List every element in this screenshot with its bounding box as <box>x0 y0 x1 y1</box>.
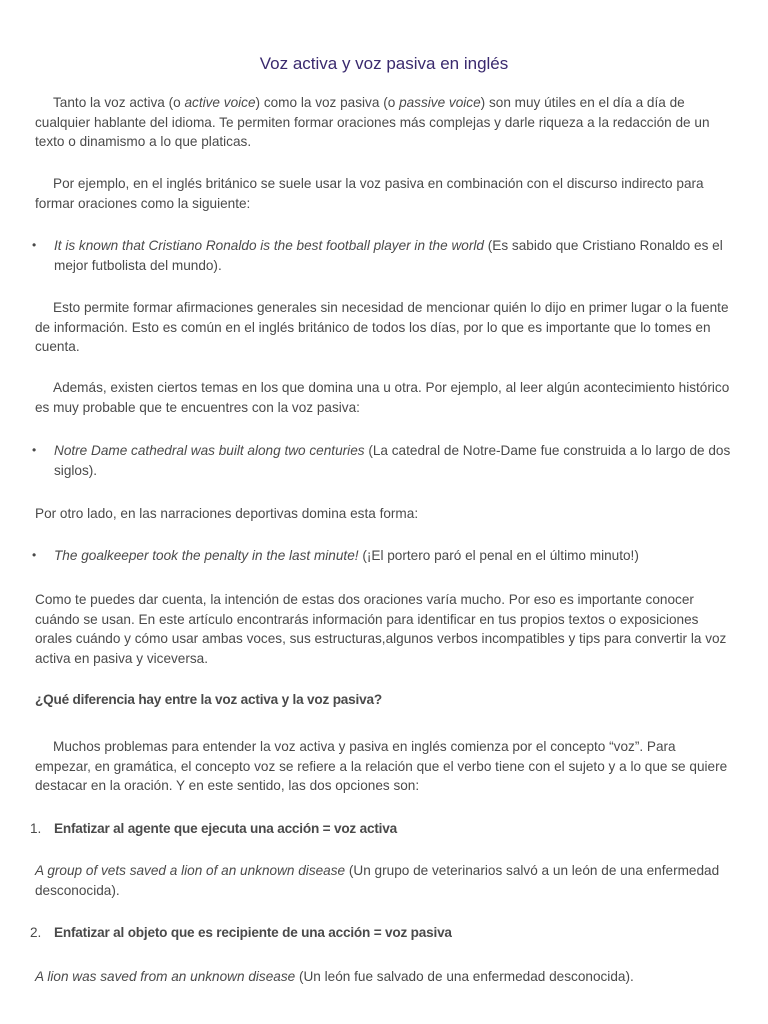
list-number: 1. <box>30 821 42 836</box>
paragraph-voice-concept: Muchos problemas para entender la voz activa y pasiva en inglés comienza por el concepto “voz”. Para empezar, en gramática, el concepto voz se refiere a la relación que el verbo tiene con el sujeto y a lo que se quiere destacar en la oración. Y en este sentido, las dos opciones son: <box>35 739 728 793</box>
italic-example: A group of vets saved a lion of an unknown disease <box>35 863 346 878</box>
italic-example: A lion was saved from an unknown disease <box>35 969 296 984</box>
text-span: ) son muy útiles en el día a día de cualquier hablante del idioma. Te permiten formar oraciones más complejas y darle riqueza a la redacción de un texto o dinamismo a lo que platicas. <box>35 95 710 149</box>
paragraph-example-intro: Por ejemplo, en el inglés británico se suele usar la voz pasiva en combinación con el discurso indirecto para formar oraciones como la siguiente: <box>35 176 704 211</box>
translation: (La catedral de Notre-Dame fue construida a lo largo de dos siglos). <box>54 443 731 478</box>
section-heading: ¿Qué diferencia hay entre la voz activa y la voz pasiva? <box>35 692 382 707</box>
bullet-marker: • <box>32 238 37 252</box>
paragraph-general-statements: Esto permite formar afirmaciones generales sin necesidad de mencionar quién lo dijo en primer lugar o la fuente de información. Esto es común en el inglés británico de todos los días, por lo que es importante que lo tomes en cuenta. <box>35 300 729 354</box>
example-passive <box>35 967 735 987</box>
italic-term: active voice <box>184 95 256 110</box>
numbered-item-active: Enfatizar al agente que ejecuta una acción = voz activa <box>54 821 397 836</box>
bullet-example-3 <box>54 546 734 566</box>
paragraph-sports: Por otro lado, en las narraciones deportivas domina esta forma: <box>35 506 419 521</box>
bullet-marker: • <box>32 548 37 562</box>
translation: (Un grupo de veterinarios salvó a un león de una enfermedad desconocida). <box>35 863 720 898</box>
translation: (Es sabido que Cristiano Ronaldo es el mejor futbolista del mundo). <box>54 238 723 273</box>
bullet-marker: • <box>32 443 37 457</box>
italic-example: The goalkeeper took the penalty in the last minute! <box>54 548 359 563</box>
italic-term: passive voice <box>399 95 481 110</box>
bullet-example-2 <box>54 441 734 480</box>
translation: (Un león fue salvado de una enfermedad desconocida). <box>295 969 634 984</box>
paragraph-topics: Además, existen ciertos temas en los que domina una u otra. Por ejemplo, al leer algún acontecimiento histórico es muy probable que te encuentres con la voz pasiva: <box>35 380 730 415</box>
bullet-example-1 <box>54 236 734 275</box>
text-span: ) como la voz pasiva (o <box>255 95 400 110</box>
paragraph-intro <box>35 93 735 152</box>
text-span: Tanto la voz activa (o <box>53 95 185 110</box>
example-active <box>35 861 735 900</box>
page-title: Voz activa y voz pasiva en inglés <box>259 54 509 73</box>
italic-example: Notre Dame cathedral was built along two centuries <box>54 443 365 458</box>
translation: (¡El portero paró el penal en el último minuto!) <box>358 548 639 563</box>
numbered-item-passive: Enfatizar al objeto que es recipiente de una acción = voz pasiva <box>54 925 452 940</box>
italic-example: It is known that Cristiano Ronaldo is the best football player in the world <box>54 238 484 253</box>
paragraph-article-overview: Como te puedes dar cuenta, la intención de estas dos oraciones varía mucho. Por eso es importante conocer cuándo se usan. En este artículo encontrarás información para identificar en tus propios textos o exposiciones orales cuándo y cómo usar ambas voces, sus estructuras,algunos verbos incompatibles y tips para convertir la voz activa en pasiva y viceversa. <box>35 592 727 666</box>
list-number: 2. <box>30 925 42 940</box>
